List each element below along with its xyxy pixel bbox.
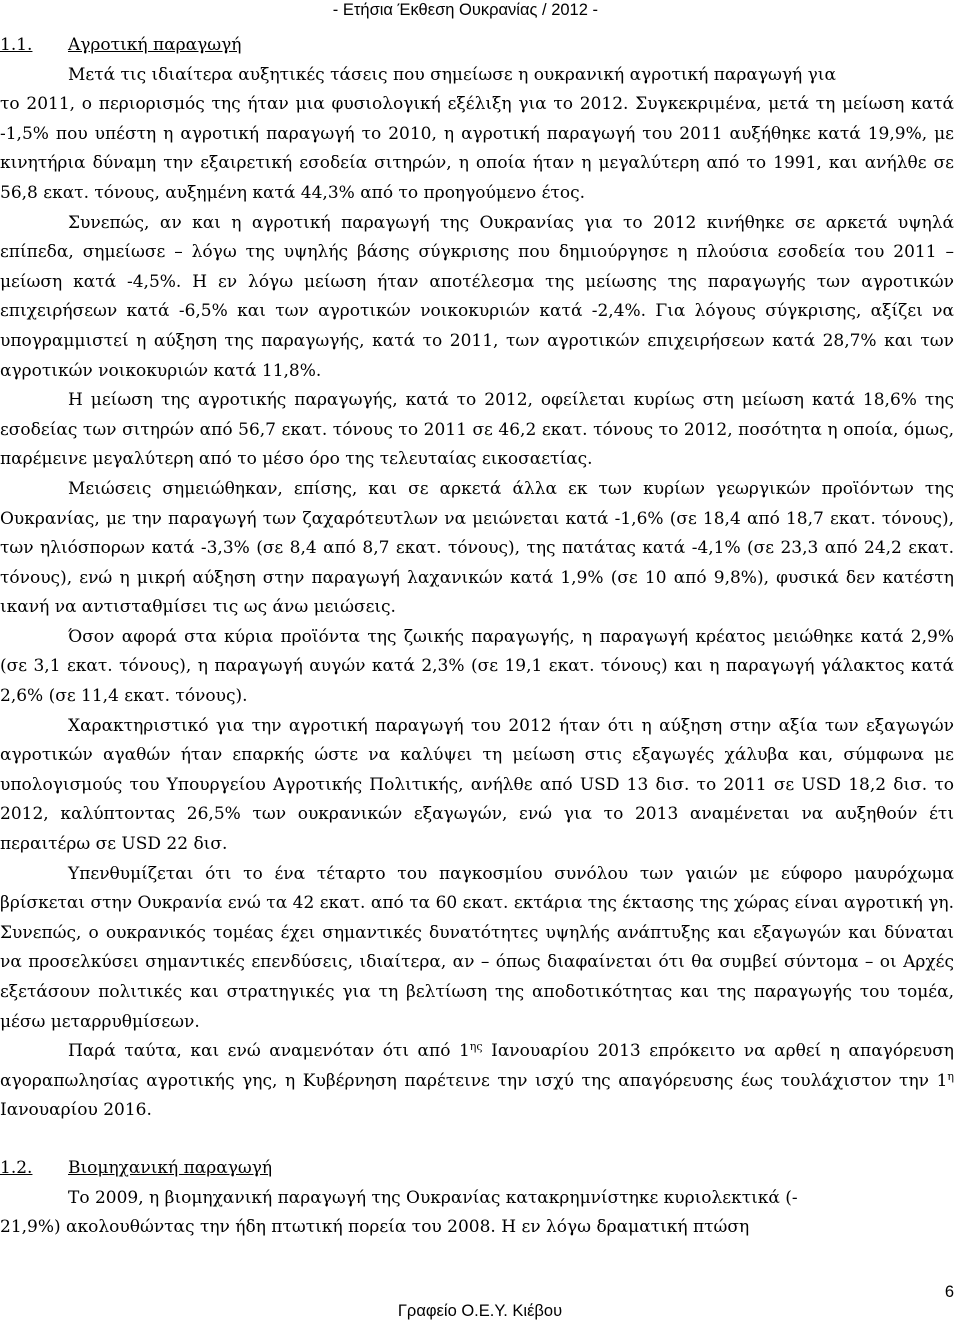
section-lead-line: Μετά τις ιδιαίτερα αυξητικές τάσεις που σημείωσε η ουκρανική αγροτική παραγωγή για bbox=[68, 64, 836, 85]
section-number: 1.1. bbox=[0, 35, 33, 55]
paragraph: Υπενθυμίζεται ότι το ένα τέταρτο του παγκοσμίου συνόλου των γαιών με εύφορο μαυρόχωμα βρίσκεται στην Ουκρανία ενώ τα 42 εκατ. από τα 60 εκατ. εκτάρια της έκτασης της χώρας είναι αγροτική γη. Συνεπώς, ο ουκρανικός τομέας έχει σημαντικές δυνατότητες υψηλής ανάπτυξης και εξαγωγών και δύναται να προσελκύσει σημαντικές επενδύσεις, ιδιαίτερα, αν – όπως διαφαίνεται ότι θα συμβεί σύντομα – οι Αρχές εξετάσουν πολιτικές και στρατηγικές για τη βελτίωση της αποδοτικότητας και της παραγωγής του τομέα, μέσω μεταρρυθμίσεων. bbox=[0, 863, 954, 1032]
ordinal-superscript: η bbox=[947, 1069, 954, 1083]
paragraph: Η μείωση της αγροτικής παραγωγής, κατά το 2012, οφείλεται κυρίως στη μείωση κατά 18,6% της εσοδείας των σιτηρών από 56,7 εκατ. τόνους το 2011 σε 46,2 εκατ. τόνους το 2012, ποσότητα η οποία, όμως, παρέμεινε μεγαλύτερη από το μέσο όρο της τελευταίας εικοσαετίας. bbox=[0, 390, 954, 470]
section-title: Αγροτική παραγωγή bbox=[68, 35, 242, 55]
page-footer: Γραφείο Ο.Ε.Υ. Κιέβου bbox=[397, 1302, 563, 1320]
section-number: 1.2. bbox=[0, 1157, 33, 1178]
paragraph: Όσον αφορά στα κύρια προϊόντα της ζωικής παραγωγής, η παραγωγή κρέατος μειώθηκε κατά 2,9% (σε 3,1 εκατ. τόνους), η παραγωγή αυγών κατά 2,3% (σε 19,1 εκατ. τόνους) και η παραγωγή γάλακτος κατά 2,6% (σε 11,4 εκατ. τόνους). bbox=[0, 626, 954, 707]
section-spacer bbox=[0, 1126, 954, 1154]
section-lead-line: Το 2009, η βιομηχανική παραγωγή της Ουκρανίας κατακρημνίστηκε κυριολεκτικά (- bbox=[68, 1187, 798, 1208]
text-run: Παρά ταύτα, και ενώ αναμενόταν ότι από 1 bbox=[68, 1041, 470, 1062]
ordinal-superscript: ης bbox=[469, 1040, 483, 1054]
page-number: 6 bbox=[944, 1283, 954, 1301]
text-run: Ιανουαρίου 2013 επρόκειτο να αρθεί η απαγόρευση αγοραπωλησίας αγροτικής γης, η Κυβέρνηση παρέτεινε την ισχύ της απαγόρευσης έως τουλάχιστον την 1 bbox=[0, 1041, 954, 1091]
paragraph: Μειώσεις σημειώθηκαν, επίσης, και σε αρκετά άλλα εκ των κυρίων γεωργικών προϊόντων της Ουκρανίας, με την παραγωγή των ζαχαρότευτλων να μειώνεται κατά -1,6% (σε 18,4 από 18,7 εκατ. τόνους), των ηλιόσπορων κατά -3,3% (σε 8,4 από 8,7 εκατ. τόνους), της πατάτας κατά -4,1% (σε 23,3 από 24,2 εκατ. τόνους), ενώ η μικρή αύξηση στην παραγωγή λαχανικών κατά 1,9% (σε 10 από 9,8%), φυσικά δεν κατέστη ικανή να αντισταθμίσει τις ως άνω μειώσεις. bbox=[0, 478, 954, 618]
running-header: - Ετήσια Έκθεση Ουκρανίας / 2012 - bbox=[332, 1, 598, 19]
section-heading-industrial bbox=[0, 1154, 954, 1184]
section-title: Βιομηχανική παραγωγή bbox=[68, 1157, 273, 1178]
paragraph: Συνεπώς, αν και η αγροτική παραγωγή της Ουκρανίας για το 2012 κινήθηκε σε αρκετά υψηλά επίπεδα, σημείωσε – λόγω της υψηλής βάσης σύγκρισης που δημιούργησε η πλούσια εσοδεία του 2011 – μείωση κατά -4,5%. Η εν λόγω μείωση ήταν αποτέλεσμα της μείωσης της παραγωγής των αγροτικών επιχειρήσεων κατά -6,5% και των αγροτικών νοικοκυριών κατά -2,4%. Για λόγους σύγκρισης, αξίζει να υπογραμμιστεί η αύξηση της παραγωγής, κατά το 2011, των αγροτικών επιχειρήσεων κατά 28,7% και των αγροτικών νοικοκυριών κατά 11,8%. bbox=[0, 212, 954, 381]
section-heading-agricultural bbox=[0, 31, 954, 61]
document-body bbox=[0, 31, 954, 1243]
text-run: Ιανουαρίου 2016. bbox=[0, 1100, 152, 1121]
paragraph: 21,9%) ακολουθώντας την ήδη πτωτική πορεία του 2008. Η εν λόγω δραματική πτώση bbox=[0, 1217, 750, 1238]
paragraph: το 2011, ο περιορισμός της ήταν μια φυσιολογική εξέλιξη για το 2012. Συγκεκριμένα, μετά τη μείωση κατά -1,5% που υπέστη η αγροτική παραγωγή το 2010, η αγροτική παραγωγή του 2011 αυξήθηκε κατά 19,9%, με κινητήρια δύναμη την εξαιρετική εσοδεία σιτηρών, η οποία ήταν η μεγαλύτερη από το 1991, και ανήλθε σε 56,8 εκατ. τόνους, αυξημένη κατά 44,3% από το προηγούμενο έτος. bbox=[0, 94, 954, 203]
paragraph: Χαρακτηριστικό για την αγροτική παραγωγή του 2012 ήταν ότι η αύξηση στην αξία των εξαγωγών αγροτικών αγαθών ήταν επαρκής ώστε να καλύψει τη μείωση στις εξαγωγές χάλυβα και, σύμφωνα με υπολογισμούς του Υπουργείου Αγροτικής Πολιτικής, ανήλθε από USD 13 δισ. το 2011 σε USD 18,2 δισ. το 2012, καλύπτοντας 26,5% των ουκρανικών εξαγωγών, ενώ για το 2013 αναμένεται να αυξηθούν έτι περαιτέρω σε USD 22 δισ. bbox=[0, 715, 954, 855]
paragraph bbox=[0, 1037, 954, 1126]
